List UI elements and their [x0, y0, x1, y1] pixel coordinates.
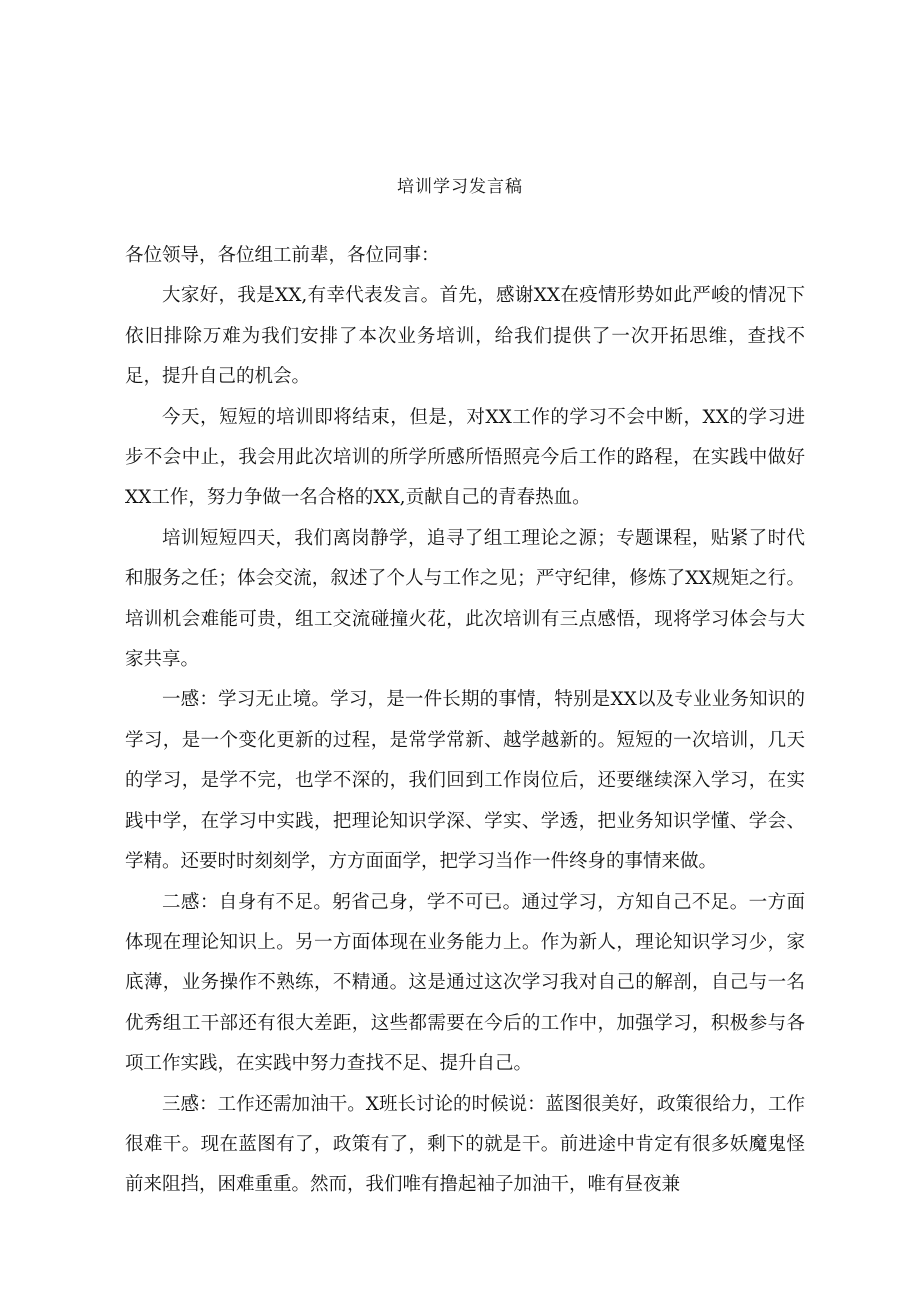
paragraph-insight-three: 三感：工作还需加油干。X班长讨论的时候说：蓝图很美好，政策很给力，工作很难干。现在蓝图有了，政策有了，剩下的就是干。前进途中肯定有很多妖魔鬼怪前来阻挡，困难重重。然而，我们唯有撸起袖子加油干，唯有昼夜兼 [125, 1093, 805, 1196]
paragraph-insight-one: 一感：学习无止境。学习，是一件长期的事情，特别是XX以及专业业务知识的学习，是一个变化更新的过程，是常学常新、越学越新的。短短的一次培训，几天的学习，是学不完，也学不深的，我们回到工作岗位后，还要继续深入学习，在实践中学，在学习中实践，把理论知识学深、学实、学透，把业务知识学懂、学会、学精。还要时时刻刻学，方方面面学，把学习当作一件终身的事情来做。 [125, 689, 805, 873]
paragraph-greeting: 大家好，我是XX,有幸代表发言。首先，感谢XX在疫情形势如此严峻的情况下依旧排除万难为我们安排了本次业务培训，给我们提供了一次开拓思维，查找不足，提升自己的机会。 [125, 285, 805, 388]
salutation: 各位领导，各位组工前辈，各位同事： [125, 245, 440, 266]
paragraph-training-summary: 培训短短四天，我们离岗静学，追寻了组工理论之源；专题课程，贴紧了时代和服务之任；体会交流，叙述了个人与工作之见；严守纪律，修炼了XX规矩之行。培训机会难能可贵，组工交流碰撞火花，此次培训有三点感悟，现将学习体会与大家共享。 [125, 527, 805, 671]
paragraph-today: 今天，短短的培训即将结束，但是，对XX工作的学习不会中断，XX的学习进步不会中止，我会用此次培训的所学所感所悟照亮今后工作的路程，在实践中做好XX工作，努力争做一名合格的XX,贡献自己的青春热血。 [125, 406, 805, 509]
document-title: 培训学习发言稿 [397, 177, 523, 197]
paragraph-insight-two: 二感：自身有不足。躬省己身，学不可已。通过学习，方知自己不足。一方面体现在理论知识上。另一方面体现在业务能力上。作为新人，理论知识学习少，家底薄，业务操作不熟练，不精通。这是通过这次学习我对自己的解剖，自己与一名优秀组工干部还有很大差距，这些都需要在今后的工作中，加强学习，积极参与各项工作实践，在实践中努力查找不足、提升自己。 [125, 891, 805, 1075]
document-body [125, 236, 805, 1206]
